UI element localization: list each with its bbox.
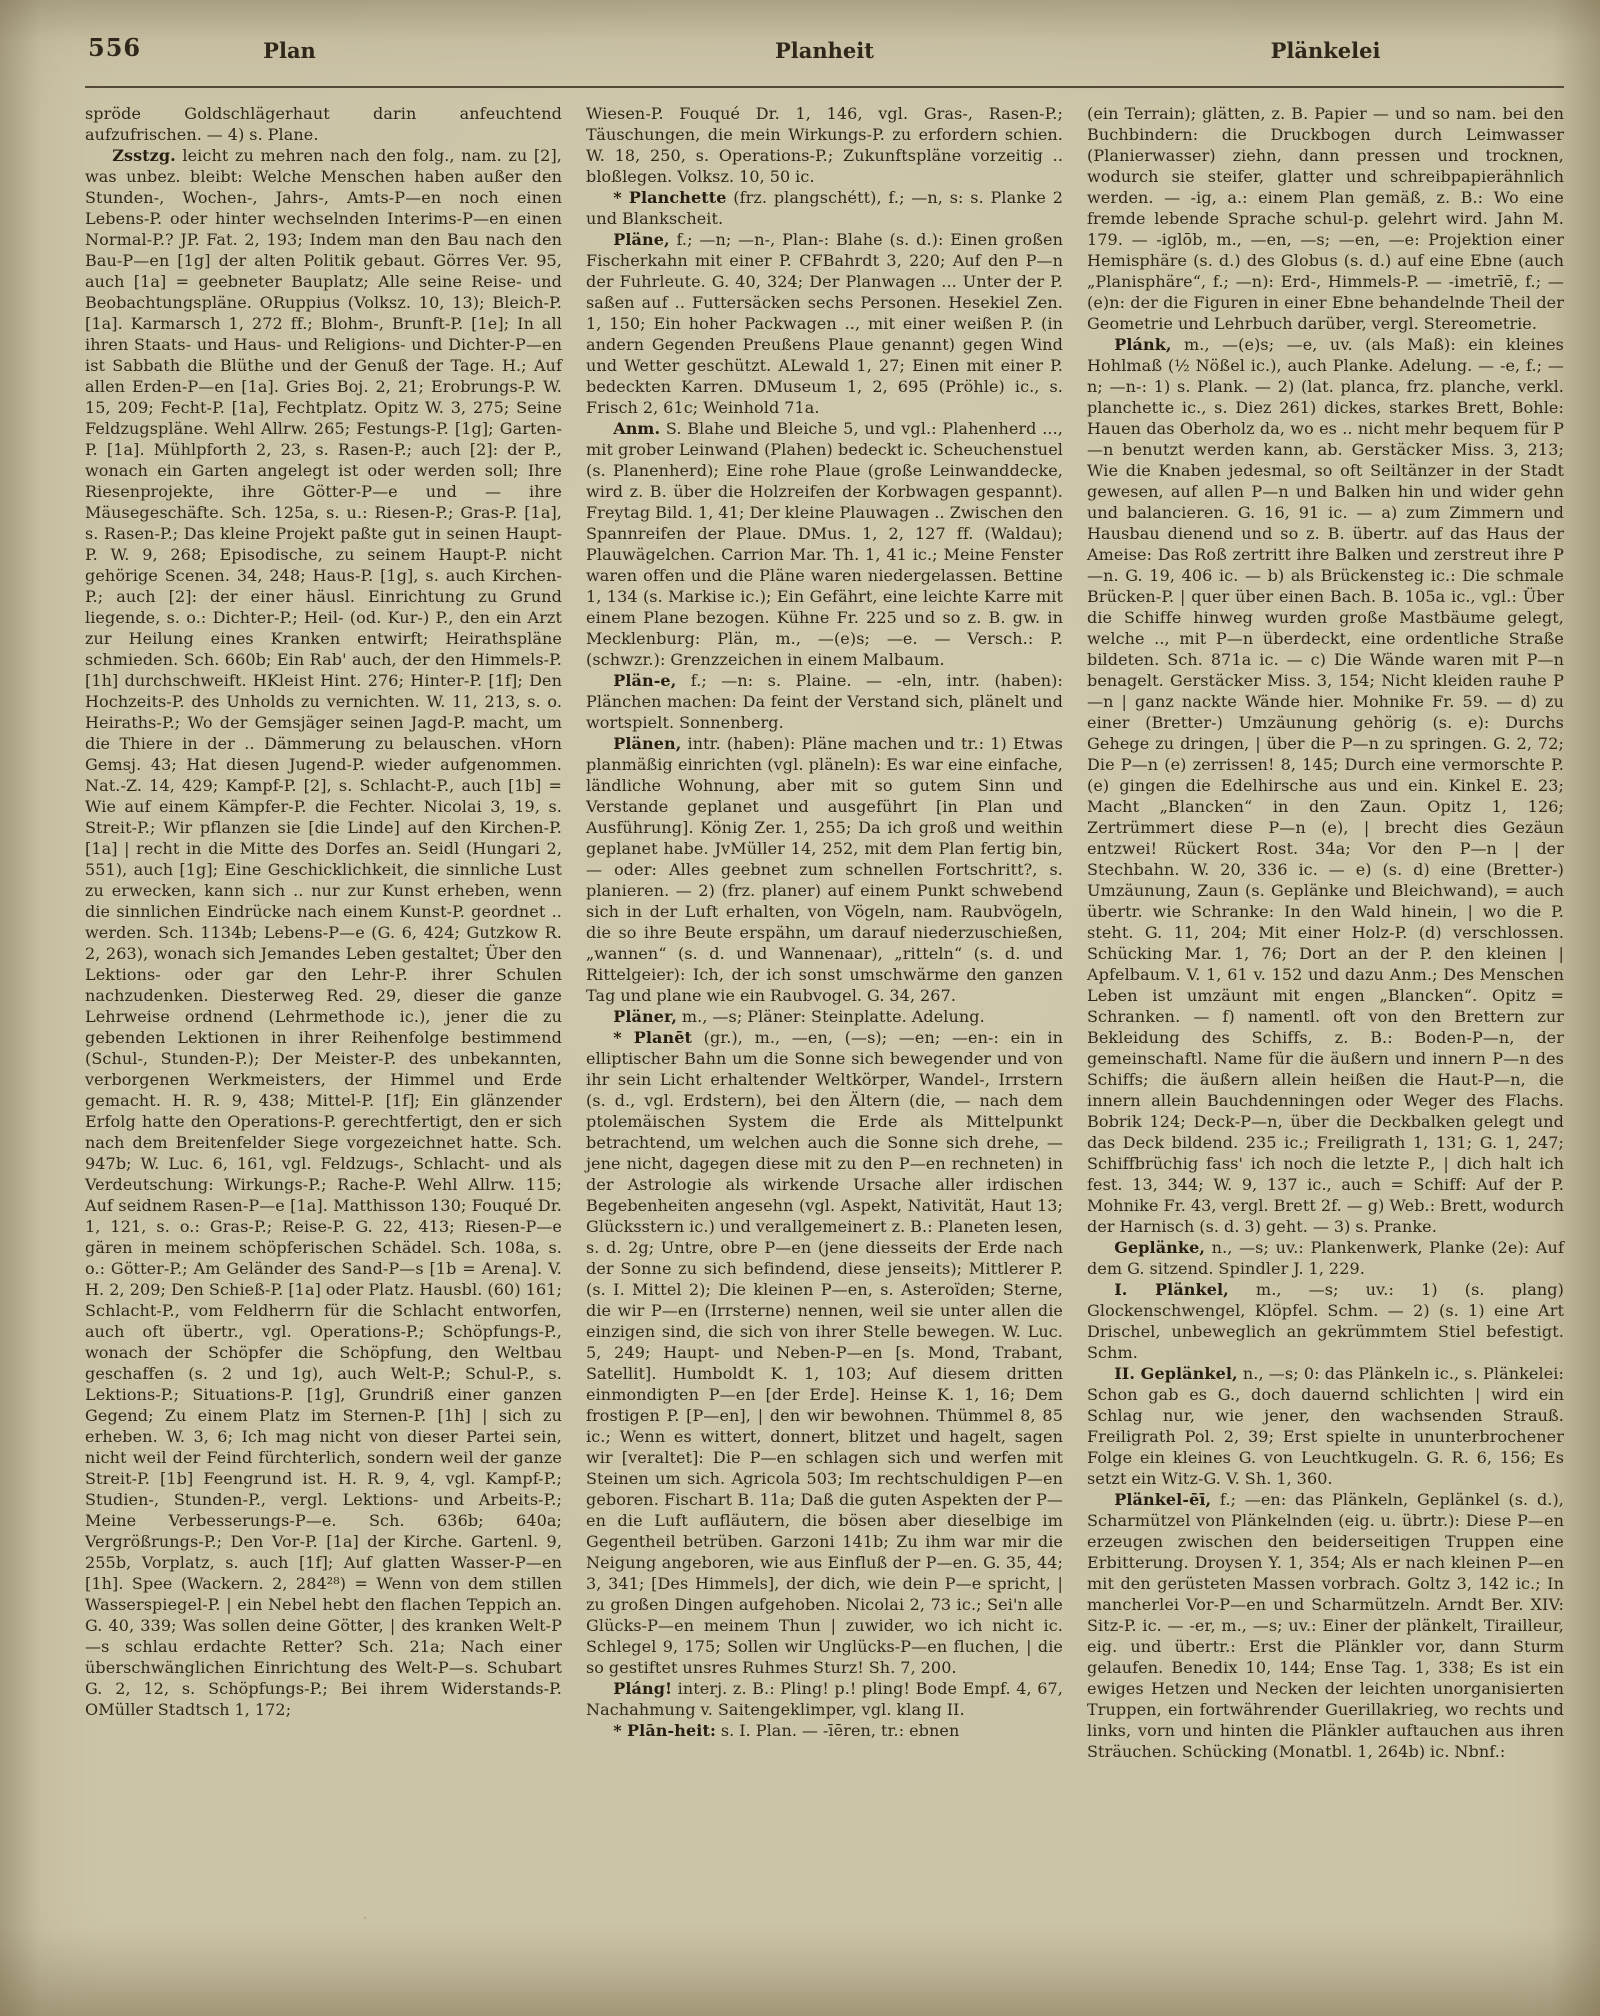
entry-zsstzg	[85, 145, 562, 1720]
page-number: 556	[88, 33, 142, 62]
entry-plang	[586, 1678, 1063, 1720]
paragraph-text: intr. (haben): Pläne machen und tr.: 1) Etwas planmäßig einrichten (vgl. pläneln): Es war eine einfache, ländliche Wohnung, aber mit so gutem Sinn und Verstande geplanet und ausgeführt [in Plan und Ausführung]. König Zer. 1, 255; Da ich groß und weithin geplanet habe. JvMüller 14, 252, mit dem Plan fertig bin, — oder: Alles geebnet zum schnellen Fortschritt?, s. planieren. — 2) (frz. planer) auf einem Punkt schwebend sich in der Luft erhalten, von Vögeln, nam. Raubvögeln, die so ihre Beute erspähn, um darauf niederzuschießen, „wannen“ (s. d. und Wannenaar), „ritteln“ (s. d. und Rittelgeier): Ich, der ich sonst umschwärme den ganzen Tag und plane wie ein Raubvogel. G. 34, 267.	[586, 734, 1063, 1005]
paragraph-text: (gr.), m., —en, (—s); —en; —en-: ein in elliptischer Bahn um die Sonne sich bewegender und von ihr sein Licht erhaltender Weltkörper, Wandel-, Irrstern (s. d., vgl. Erdstern), bei den Ältern (die, — nach dem ptolemäischen System die Erde als Mittelpunkt betrachtend, um welchen auch die Sonne sich drehe, — jene nicht, dagegen diese mit zu den P—en rechneten) in der Astrologie als wirkende Ursache aller irdischen Begebenheiten angesehn (vgl. Aspekt, Nativität, Haut 13; Glücksstern ic.) und verallgemeinert z. B.: Planeten lesen, s. d. 2g; Untre, obre P—en (jene diesseits der Erde nach der Sonne zu sich befindend, diese jenseits); Mittlerer P. (s. I. Mittel 2); Die kleinen P—en, s. Asteroïden; Sterne, die wir P—en (Irrsterne) nennen, weil sie unter allen die einzigen sind, die sich von ihrer Stelle bewegen. W. Luc. 5, 249; Haupt- und Neben-P—en [s. Mond, Trabant, Satellit]. Humboldt K. 1, 103; Auf diesem dritten einmondigten P—en [der Erde]. Heinse K. 1, 16; Dem frostigen P. [P—en], | den wir bewohnen. Thümmel 8, 85 ic.; Wenn es wittert, donnert, blitzet und hagelt, sagen wir [veraltet]: Die P—en schlagen sich und werfen mit Steinen um sich. Agricola 503; Im rechtschuldigen P—en geboren. Fischart B. 11a; Daß die guten Aspekten der P—en die Luft aufläutern, die bösen aber dieselbige im Gegentheil betrüben. Garzoni 141b; Zu ihm war mir die Neigung angeboren, wie aus Einfluß der P—en. G. 35, 44; 3, 341; [Des Himmels], der dich, wie dein P—e spricht, | zu großen Dingen aufgehoben. Nicolai 2, 73 ic.; Sei'n alle Glücks-P—en meinem Thun | zuwider, wo ich nicht ic. Schlegel 9, 175; Sollen wir Unglücks-P—en fluchen, | die so gestiftet unsres Ruhmes Sturz! Sh. 7, 200.	[586, 1028, 1063, 1677]
column-right	[1087, 103, 1564, 2003]
paragraph-lead: II. Geplänkel,	[1114, 1364, 1238, 1383]
paragraph-lead: * Plān-heit:	[613, 1721, 716, 1740]
paragraph-text: s. I. Plan. — -īēren, tr.: ebnen	[715, 1721, 960, 1740]
entry-geplaenke	[1087, 1237, 1564, 1279]
entry-plaen-e	[586, 670, 1063, 733]
entry-plank	[1087, 334, 1564, 1237]
paragraph-text: f.; —en: das Plänkeln, Geplänkel (s. d.), Scharmützel von Plänkelnden (eig. u. übrtr.): Diese P—en erzeugen zwischen den beiderseitigen Truppen eine Erbitterung. Droysen Y. 1, 354; Als er nach kleinen P—en mit den gerüsteten Massen vorbrach. Goltz 3, 142 ic.; In mancherlei Vor-P—en und Scharmützeln. Arndt Ber. XIV: Sitz-P. ic. — -er, m., —s; uv.: Einer der plänkelt, Tirailleur, eig. und übertr.: Erst die Plänkler vor, dann Sturm gelaufen. Benedix 10, 144; Ense Tag. 1, 338; Es ist ein ewiges Hetzen und Necken der leichten unorganisierten Truppen, ein fortwährender Guerillakrieg, wo rechts und links, vorn und hinten die Plänkler auftauchen aus ihren Sträuchen. Schücking (Monatbl. 1, 264b) ic. Nbnf.:	[1087, 1490, 1564, 1761]
paragraph-text: f.; —n: s. Plaine. — -eln, intr. (haben): Plänchen machen: Da feint der Verstand sich, plänelt und wortspielt. Sonnenberg.	[586, 671, 1063, 732]
column-head-plan: Plan	[263, 38, 316, 63]
paragraph-text: m., —s; uv.: 1) (s. plang) Glockenschwengel, Klöpfel. Schm. — 2) (s. 1) eine Art Drischel, unbeweglich an gekrümmtem Stiel befestigt. Schm.	[1087, 1280, 1564, 1362]
paragraph-lead: Geplänke,	[1114, 1238, 1206, 1257]
entry-anmerkung	[586, 418, 1063, 670]
paragraph-lead: Plän-e,	[613, 671, 677, 690]
paragraph-lead: Anm.	[613, 419, 661, 438]
entry-planchette	[586, 187, 1063, 229]
paragraph-lead: Pláng!	[613, 1679, 673, 1698]
paragraph-text: (ein Terrain); glätten, z. B. Papier — und so nam. bei den Buchbindern: die Druckbogen durch Leimwasser (Planierwasser) ziehn, dann pressen und trocknen, wodurch sie steifer, glatter und schreibpapierähnlich werden. — -ig, a.: einem Plan gemäß, z. B.: Wo eine fremde lebende Sprache schul-p. gelehrt wird. Jahn M. 179. — -iglōb, m., —en, —s; —en, —e: Projektion einer Hemisphäre (s. d.) des Globus (s. d.) auf eine Ebne (auch „Planisphäre“, f.; —n): Erd-, Himmels-P. — -imetrīē, f.; —(e)n: der die Figuren in einer Ebne behandelnde Theil der Geometrie und Lehrbuch darüber, vergl. Stereometrie.	[1087, 104, 1564, 333]
paragraph-lead: Pläner,	[613, 1007, 678, 1026]
paragraph-text: spröde Goldschlägerhaut darin anfeuchtend aufzufrischen. — 4) s. Plane.	[85, 104, 562, 144]
entry-plaenkel	[1087, 1279, 1564, 1363]
paragraph-lead: I. Plänkel,	[1114, 1280, 1229, 1299]
column-head-planheit: Planheit	[775, 38, 874, 63]
entry-plaenen	[586, 733, 1063, 1006]
paragraph-text: m., —(e)s; —e, uv. (als Maß): ein kleines Hohlmaß (½ Nößel ic.), auch Planke. Adelung. — -e, f.; —n; —n-: 1) s. Plank. — 2) (lat. planca, frz. planche, verkl. planchette ic., s. Diez 261) dickes, starkes Brett, Bohle: Hauen das Oberholz da, wo es .. nicht mehr bequem für P—n benutzt werden kann, ab. Gerstäcker Miss. 3, 213; Wie die Knaben jedesmal, so oft Seiltänzer in der Stadt gewesen, auf allen P—n und Balken hin und wider gehn und balancieren. G. 16, 91 ic. — a) zum Zimmern und Hausbau dienend und so z. B. übertr. auf das Haus der Ameise: Das Roß zertritt ihre Balken und zerstreut ihre P—n. G. 19, 406 ic. — b) als Brückensteg ic.: Die schmale Brücken-P. | quer über einen Bach. B. 105a ic., vgl.: Über die Schiffe hinweg wurden große Mastbäume gelegt, welche .., mit P—n überdeckt, eine ordentliche Straße bildeten. Sch. 871a ic. — c) Die Wände waren mit P—n benagelt. Gerstäcker Miss. 3, 154; Nicht kleiden rauhe P—n | ganz nackte Wände hier. Mohnike Fr. 59. — d) zu einer (Bretter-) Umzäunung gehörig (s. e): Durchs Gehege zu dringen, | über die P—n zu springen. G. 2, 72; Die P—n (e) zerrissen! 8, 145; Durch eine vermorschte P. (e) gingen die Edelhirsche aus und ein. Kinkel E. 23; Macht „Blancken“ in den Zaun. Opitz 1, 126; Zertrümmert diese P—n (e), | brecht dies Gezäun entzwei! Rückert Rost. 34a; Vor den P—n | der Stechbahn. W. 20, 336 ic. — e) (s. d) eine (Bretter-) Umzäunung, Zaun (s. Geplänke und Bleichwand), = auch übertr. wie Schranke: In den Wald hinein, | wo die P. steht. G. 11, 204; Mit einer Holz-P. (d) verschlossen. Schücking Mar. 1, 76; Dort an der P. den kleinen | Apfelbaum. V. 1, 61 v. 152 und dazu Anm.; Des Menschen Leben ist umzäunt mit engen „Blancken“. Opitz = Schranken. — f) namentl. oft von den Brettern zur Bekleidung des Schiffs, z. B.: Boden-P—n, der gemeinschaftl. Name für die äußern und innern P—n des Schiffs; die äußern allein heißen die Haut-P—n, die innern allein Bauchdenningen oder Weger des Flachs. Bobrik 124; Deck-P—n, über die Deckbalken gelegt und das Deck bildend. 235 ic.; Freiligrath 1, 131; G. 1, 247; Schiffbrüchig fass' ich noch die letzte P., | dich halt ich fest. 13, 344; W. 9, 137 ic., auch = Schiff: Auf der P. Mohnike Fr. 43, vergl. Brett 2f. — g) Web.: Brett, wodurch der Harnisch (s. d. 3) geht. — 3) s. Pranke.	[1087, 335, 1564, 1236]
continuation-paragraph	[586, 103, 1063, 187]
entry-geplaenkel	[1087, 1363, 1564, 1489]
text-block	[85, 103, 1564, 2003]
paragraph-text: S. Blahe und Bleiche 5, und vgl.: Plahenherd ..., mit grober Leinwand (Plahen) bedeckt ic. Scheuchenstuel (s. Planenherd); Eine rohe Plaue (große Leinwanddecke, wird z. B. über die Holzreifen der Korbwagen gespannt). Freytag Bild. 1, 41; Der kleine Plauwagen .. Zwischen den Spannreifen der Plaue. DMus. 1, 2, 127 ff. (Waldau); Plauwägelchen. Carrion Mar. Th. 1, 41 ic.; Meine Fenster waren offen und die Pläne waren niedergelassen. Bettine 1, 134 (s. Markise ic.); Ein Gefährt, eine leichte Karre mit einem Plane bezogen. Kühne Fr. 225 und so z. B. gw. in Mecklenburg: Plän, m., —(e)s; —e. — Versch.: P. (schwzr.): Grenzzeichen in einem Malbaum.	[586, 419, 1063, 669]
entry-plaenkelei	[1087, 1489, 1564, 1762]
paragraph-text: n., —s; 0: das Plänkeln ic., s. Plänkelei: Schon gab es G., doch dauernd schlichten | wird ein Schlag nur, wie jener, den wachsenden Strauß. Freiligrath Pol. 2, 39; Erst spielte in ununterbrochener Folge ein kleines G. von Leuchtkugeln. G. R. 6, 156; Es setzt ein Witz-G. V. Sh. 1, 360.	[1087, 1364, 1564, 1488]
paragraph-text: leicht zu mehren nach den folg., nam. zu [2], was unbez. bleibt: Welche Menschen haben außer den Stunden-, Wochen-, Jahrs-, Amts-P—en noch einen Lebens-P. oder hinter wechselnden Interims-P—en einen Normal-P.? JP. Fat. 2, 193; Indem man den Bau nach den Bau-P—en [1g] der alten Politik gebaut. Görres Ver. 95, auch [1a] = geebneter Bauplatz; Alle seine Reise- und Beobachtungspläne. ORuppius (Volksz. 10, 13); Bleich-P. [1a]. Karmarsch 1, 272 ff.; Blohm-, Brunft-P. [1e]; In all ihren Staats- und Haus- und Religions- und Dichter-P—en ist Sabbath die Blüthe und der Genuß der Tage. H.; Auf allen Erden-P—en [1a]. Gries Boj. 2, 21; Erobrungs-P. W. 15, 209; Fecht-P. [1a], Fechtplatz. Opitz W. 3, 275; Seine Feldzugspläne. Wehl Allrw. 265; Festungs-P. [1g]; Garten-P. [1a]. Mühlpforth 2, 23, s. Rasen-P.; auch [2]: der P., wonach ein Garten angelegt ist oder werden soll; Ihre Riesenprojekte, ihre Götter-P—e und — ihre Mäusegeschäfte. Sch. 125a, s. u.: Riesen-P.; Gras-P. [1a], s. Rasen-P.; Das kleine Projekt paßte gut in seinen Haupt-P. W. 9, 268; Episodische, zu seinem Haupt-P. nicht gehörige Scenen. 34, 248; Haus-P. [1g], s. auch Kirchen-P.; auch [2]: der einer häusl. Einrichtung zu Grund liegende, s. o.: Dichter-P.; Heil- (od. Kur-) P., den ein Arzt zur Heilung eines Kranken entwirft; Heirathspläne schmieden. Sch. 660b; Ein Rab' auch, der den Himmels-P. [1h] durchschweift. HKleist Hint. 276; Hinter-P. [1f]; Den Hochzeits-P. des Unholds zu vernichten. W. 11, 213, s. o. Heiraths-P.; Wo der Gemsjäger seinen Jagd-P. macht, um die Thiere in der .. Dämmerung zu belauschen. vHorn Gemsj. 43; Hat diesen Jugend-P. wieder aufgenommen. Nat.-Z. 14, 429; Kampf-P. [2], s. Schlacht-P., auch [1b] = Wie auf einem Kämpfer-P. die Fechter. Nicolai 3, 19, s. Streit-P.; Wir pflanzen sie [die Linde] auf den Kirchen-P. [1a] | recht in die Mitte des Dorfes an. Seidl (Hungari 2, 551), auch [1g]; Eine Geschicklichkeit, die sinnliche Lust zu erwecken, kann sich .. nur zur Kunst erheben, wenn die sinnlichen Eindrücke nach einem Kunst-P. geordnet .. werden. Sch. 1134b; Lebens-P—e (G. 6, 424; Gutzkow R. 2, 263), wonach sich Jemandes Leben gestaltet; Über den Lektions- oder gar den Lehr-P. ihrer Schulen nachzudenken. Diesterweg Red. 29, dieser die ganze Lehrweise ordnend (Lehrmethode ic.), jener die zu gebenden Lektionen in ihrer Reihenfolge bestimmend (Schul-, Stunden-P.); Der Meister-P. des unbekannten, verborgenen Werkmeisters, der Himmel und Erde gemacht. H. R. 9, 438; Mittel-P. [1f]; Ein glänzender Erfolg hatte den Operations-P. gerechtfertigt, den er sich nach dem Breitenfelder Siege vorgezeichnet hatte. Sch. 947b; W. Luc. 6, 161, vgl. Feldzugs-, Schlacht- und als Verdeutschung: Wirkungs-P.; Rache-P. Wehl Allrw. 115; Auf seidnem Rasen-P—e [1a]. Matthisson 130; Fouqué Dr. 1, 121, s. o.: Gras-P.; Reise-P. G. 22, 413; Riesen-P—e gären in meinem schöpferischen Schädel. Sch. 108a, s. o.: Götter-P.; Am Geländer des Sand-P—s [1b = Arena]. V. H. 2, 209; Den Schieß-P. [1a] oder Platz. Hausbl. (60) 161; Schlacht-P., vom Feldherrn für die Schlacht entworfen, auch oft übertr., vgl. Operations-P.; Schöpfungs-P., wonach der Schöpfer die Schöpfung, den Weltbau geschaffen (s. 2 und 1g), auch Welt-P.; Schul-P., s. Lektions-P.; Situations-P. [1g], Grundriß einer ganzen Gegend; Zu einem Platz im Sternen-P. [1h] | sich zu erheben. W. 3, 6; Ich mag nicht von dieser Partei sein, nicht weil der Feind fürchterlich, sondern weil der ganze Streit-P. [1b] Feengrund ist. H. R. 9, 4, vgl. Kampf-P.; Studien-, Stunden-P., vergl. Lektions- und Arbeits-P.; Meine Verbesserungs-P—e. Sch. 636b; 640a; Vergrößrungs-P.; Den Vor-P. [1a] der Kirche. Gartenl. 9, 255b, Vorplatz, s. auch [1f]; Auf glatten Wasser-P—en [1h]. Spee (Wackern. 2, 284²⁸) = Wenn von dem stillen Wasserspiegel-P. | ein Nebel hebt den flachen Teppich an. G. 40, 339; Was sollen deine Götter, | des kranken Welt-P—s schlau erdachte Retter? Sch. 21a; Nach einer überschwänglichen Einrichtung des Welt-P—s. Schubart G. 2, 12, s. Schöpfungs-P.; Bei ihrem Widerstands-P. OMüller Stadtsch 1, 172;	[85, 146, 562, 1719]
paragraph-lead: * Planchette	[613, 188, 727, 207]
entry-plaener	[586, 1006, 1063, 1027]
paragraph-text: f.; —n; —n-, Plan-: Blahe (s. d.): Einen großen Fischerkahn mit einer P. CFBahrdt 3, 220; Auf den P—n der Fuhrleute. G. 40, 324; Der Planwagen ... Unter der P. saßen auf .. Futtersäcken sechs Personen. Hesekiel Zen. 1, 150; Ein hoher Packwagen .., mit einer weißen P. (in andern Gegenden Preußens Plaue genannt) gegen Wind und Wetter geschützt. ALewald 1, 27; Einen mit einer P. bedeckten Karren. DMuseum 1, 2, 695 (Pröhle) ic., s. Frisch 2, 61c; Weinhold 71a.	[586, 230, 1063, 417]
column-left	[85, 103, 562, 2003]
entry-plaene	[586, 229, 1063, 418]
paragraph-text: Wiesen-P. Fouqué Dr. 1, 146, vgl. Gras-, Rasen-P.; Täuschungen, die mein Wirkungs-P. zu erfordern schien. W. 18, 250, s. Operations-P.; Zukunftspläne vorzeitig .. bloßlegen. Volksz. 10, 50 ic.	[586, 104, 1063, 186]
paragraph-lead: * Planēt	[613, 1028, 693, 1047]
paragraph-text: n., —s; uv.: Plankenwerk, Planke (2e): Auf dem G. sitzend. Spindler J. 1, 229.	[1087, 1238, 1564, 1278]
paragraph-lead: Plänkel-ēī,	[1114, 1490, 1212, 1509]
entry-planheit	[586, 1720, 1063, 1741]
paragraph-lead: Zsstzg.	[112, 146, 176, 165]
paragraph-lead: Plánk,	[1114, 335, 1172, 354]
entry-planet	[586, 1027, 1063, 1678]
column-head-plaenkelei: Plänkelei	[1270, 38, 1381, 63]
header-rule	[85, 86, 1564, 88]
paragraph-text: m., —s; Pläner: Steinplatte. Adelung.	[677, 1007, 985, 1026]
paragraph-lead: Pläne,	[613, 230, 670, 249]
continuation-paragraph	[85, 103, 562, 145]
paragraph-lead: Plänen,	[613, 734, 682, 753]
column-middle	[586, 103, 1063, 2003]
running-heads	[85, 38, 1564, 63]
paragraph-text: (frz. plangschétt), f.; —n, s: s. Planke 2 und Blankscheit.	[586, 188, 1064, 228]
continuation-paragraph	[1087, 103, 1564, 334]
paragraph-text: interj. z. B.: Pling! p.! pling! Bode Empf. 4, 67, Nachahmung v. Saitengeklimper, vgl. klang II.	[586, 1679, 1063, 1719]
